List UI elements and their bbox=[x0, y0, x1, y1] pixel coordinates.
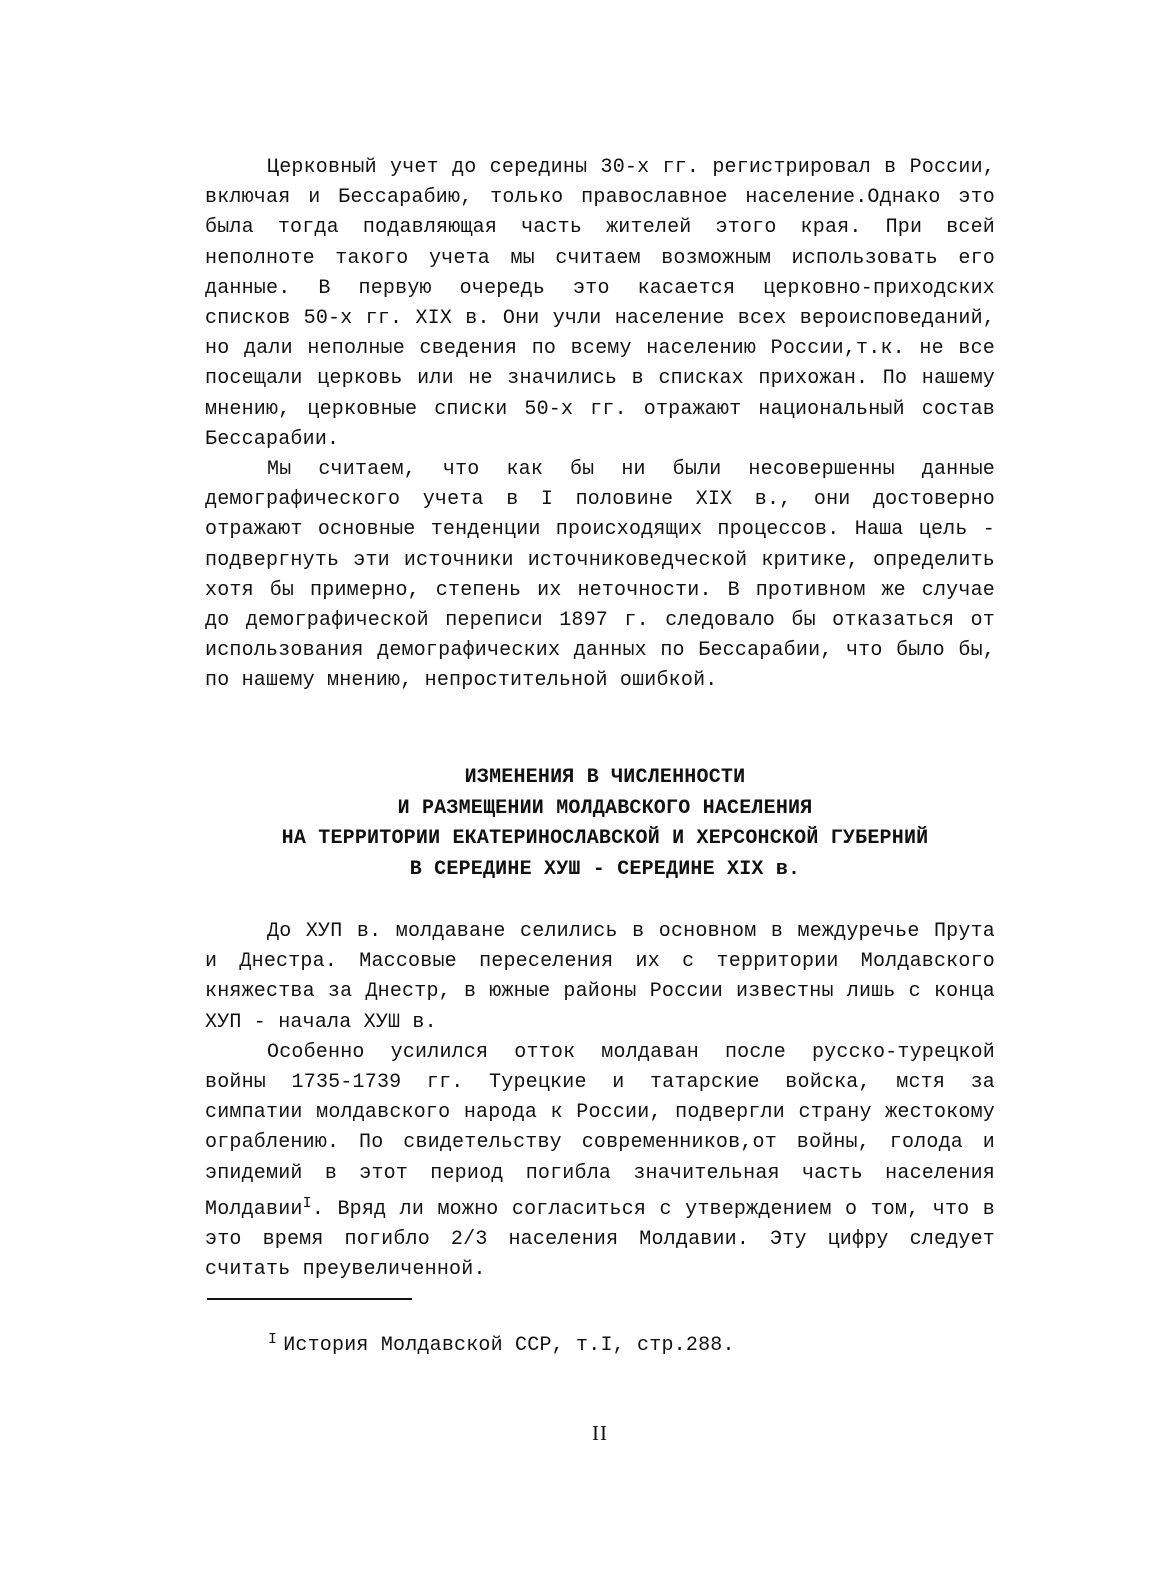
text-block-bottom bbox=[205, 917, 995, 1285]
paragraph-war-outflow bbox=[205, 1038, 995, 1286]
footnote-reference: I bbox=[302, 1194, 312, 1212]
paragraph-war-outflow-part-1: Особенно усилился отток молдаван после русско-турецкой войны 1735-1739 гг. Турецкие и татарские войска, мстя за симпатии молдавского народа к России, подвергли страну жестокому ограблению. По свидетельству современников,от войны, голода и эпидемий в этот период погибла значительная часть населения Молдавии bbox=[205, 1040, 995, 1221]
section-heading bbox=[205, 763, 1005, 885]
footnote bbox=[268, 1325, 735, 1361]
footnote-divider bbox=[207, 1298, 412, 1300]
footnote-text: История Молдавской ССР, т.I, стр.288. bbox=[283, 1334, 735, 1357]
heading-line-4: В СЕРЕДИНЕ ХУШ - СЕРЕДИНЕ XIX в. bbox=[409, 857, 801, 881]
paragraph-war-outflow-part-2: . Вряд ли можно согласиться с утверждением о том, что в это время погибло 2/3 населения Молдавии. Эту цифру следует считать преувеличенной. bbox=[205, 1197, 995, 1282]
paragraph-demographic-accounting: Мы считаем, что как бы ни были несовершенны данные демографического учета в I половине XIX в., они достоверно отражают основные тенденции происходящих процессов. Наша цель - подвергнуть эти источники источниковедческой критике, определить хотя бы примерно, степень их неточности. В противном же случае до демографической переписи 1897 г. следовало бы отказаться от использования демографических данных по Бессарабии, что было бы, по нашему мнению, непростительной ошибкой. bbox=[205, 458, 995, 693]
heading-line-1: ИЗМЕНЕНИЯ В ЧИСЛЕННОСТИ bbox=[464, 766, 746, 789]
paragraph-moldavian-settlement: До ХУП в. молдаване селились в основном в междуречье Прута и Днестра. Массовые переселения их с территории Молдавского княжества за Днестр, в южные районы России известны лишь с конца ХУП - начала ХУШ в. bbox=[205, 920, 995, 1034]
text-block-top bbox=[205, 153, 995, 697]
footnote-marker: I bbox=[268, 1331, 278, 1348]
heading-line-2: И РАЗМЕЩЕНИИ МОЛДАВСКОГО НАСЕЛЕНИЯ bbox=[397, 796, 813, 820]
page-number: II bbox=[592, 1421, 608, 1445]
paragraph-church-records: Церковный учет до середины 30-х гг. регистрировал в России, включая и Бессарабию, только православное население.Однако это была тогда подавляющая часть жителей этого края. При всей неполноте такого учета мы считаем возможным использовать его данные. В первую очередь это касается церковно-приходских списков 50-х гг. XIX в. Они учли население всех вероисповеданий, но дали неполные сведения по всему населению России,т.к. не все посещали церковь или не значились в списках прихожан. По нашему мнению, церковные списки 50-х гг. отражают национальный состав Бессарабии. bbox=[205, 156, 995, 451]
heading-line-3: НА ТЕРРИТОРИИ ЕКАТЕРИНОСЛАВСКОЙ И ХЕРСОНСКОЙ ГУБЕРНИЙ bbox=[281, 827, 929, 850]
